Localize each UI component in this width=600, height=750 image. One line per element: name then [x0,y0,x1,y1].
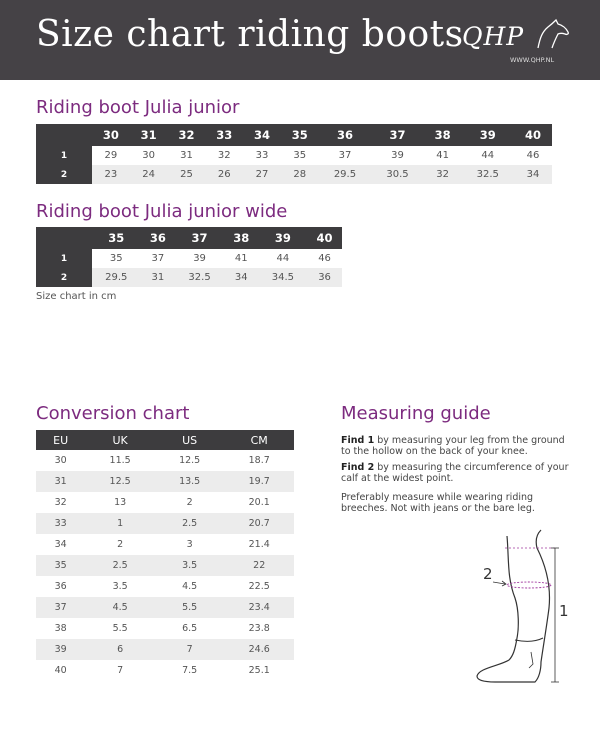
corner-cell [36,124,92,146]
table-cell: 40 [54,665,67,676]
logo-text: QHP [462,22,525,51]
table-cell: 44 [276,253,290,264]
table-cell: 36 [307,268,342,287]
guide-advice: Preferably measure while wearing riding breeches. Not with jeans or the bare leg. [341,492,535,514]
table-cell: 39 [36,639,85,660]
column-header-size: 31 [130,124,168,146]
table-row [36,471,294,492]
header-banner [0,0,600,80]
column-header-size: 40 [307,227,342,249]
corner-cell [36,227,92,249]
table-cell: 29.5 [92,268,140,287]
size-note: Size chart in cm [36,291,117,302]
table-row [36,146,552,165]
table-cell: 27 [243,165,281,184]
size-table-julia-junior [36,124,552,184]
table-row [36,268,342,287]
table-cell: 20.7 [224,513,294,534]
column-header-size: 35 [281,124,319,146]
table-row [36,513,294,534]
table-cell: 21.4 [248,539,270,550]
table-cell: 2 [186,497,193,508]
row-label: 2 [36,268,92,287]
table-cell: 35 [109,253,123,264]
table-cell: 32 [54,497,67,508]
table-cell: 20.1 [248,497,270,508]
column-header-size: 39 [259,227,307,249]
table-cell: 29.5 [319,165,372,184]
page-title: Size chart riding boots [36,14,464,55]
table-row [36,249,342,268]
table-cell: 39 [391,150,404,161]
table1-title: Riding boot Julia junior [36,97,240,118]
column-header-size: 37 [175,227,223,249]
column-header-size: 37 [371,124,424,146]
table-cell: 24.6 [224,639,294,660]
table-row [36,534,294,555]
table-cell: 33 [255,150,269,161]
table-cell: 22.5 [248,581,270,592]
marker-2: 2 [483,565,493,583]
column-header-size: 36 [140,227,175,249]
table-row [36,660,294,681]
leg-measuring-illustration [475,528,585,688]
table-cell: 32.5 [462,165,515,184]
table-cell: 25.1 [248,665,270,676]
table-cell: 30 [54,455,67,466]
column-header-size: 38 [424,124,462,146]
table-cell: 46 [318,253,331,264]
table-cell: 11.5 [109,455,131,466]
table-header-row [36,124,552,146]
table-cell: 30 [142,150,156,161]
qhp-logo [462,22,572,72]
table-cell: 31 [180,150,193,161]
column-header-size: 38 [224,227,259,249]
table-cell: 37 [151,253,165,264]
guide-title: Measuring guide [341,403,491,424]
column-header-size: 39 [462,124,515,146]
table-cell: 31 [140,268,175,287]
table-cell: 34 [514,165,552,184]
table-cell: 39 [193,253,206,264]
table-cell: 34 [224,268,259,287]
column-header-size: 32 [168,124,206,146]
table-cell: 2 [117,539,124,550]
table-cell: 38 [54,623,67,634]
table-cell: 23 [92,165,130,184]
table-row [36,597,294,618]
column-header-size: 40 [514,124,552,146]
find1-label: Find 1 [341,435,375,446]
table-row [36,618,294,639]
row-label: 1 [36,146,92,165]
table-cell: 3 [186,539,193,550]
table-cell: 19.7 [224,471,294,492]
table-cell: 7.5 [182,665,198,676]
table-cell: 13.5 [155,471,225,492]
table-cell: 5.5 [155,597,225,618]
table-header-row [36,227,342,249]
column-header-uk: UK [85,430,155,450]
column-header-eu: EU [36,430,85,450]
guide-find2 [341,462,571,484]
table-row [36,450,294,471]
column-header-size: 35 [92,227,140,249]
table-cell: 29 [104,150,118,161]
table-cell: 6.5 [182,623,198,634]
find2-text: by measuring the circumference of your calf at the widest point. [341,462,569,484]
table-cell: 4.5 [85,597,155,618]
table-cell: 2.5 [155,513,225,534]
table-cell: 22 [224,555,294,576]
table-row [36,165,552,184]
table-cell: 46 [526,150,540,161]
table-cell: 34.5 [259,268,307,287]
table-cell: 25 [168,165,206,184]
guide-find1 [341,435,571,457]
table-cell: 13 [114,497,127,508]
table-cell: 7 [155,639,225,660]
table-cell: 35 [293,150,307,161]
table-cell: 12.5 [179,455,201,466]
table-cell: 41 [436,150,449,161]
column-header-us: US [155,430,225,450]
table-cell: 37 [338,150,352,161]
marker-1: 1 [559,602,569,620]
table-cell: 6 [85,639,155,660]
column-header-size: 34 [243,124,281,146]
table-cell: 32 [424,165,462,184]
table-cell: 4.5 [182,581,198,592]
logo-url: WWW.QHP.NL [510,56,555,64]
table-cell: 33 [36,513,85,534]
table-cell: 1 [85,513,155,534]
table-cell: 23.4 [224,597,294,618]
row-label: 1 [36,249,92,268]
table-cell: 28 [281,165,319,184]
table2-title: Riding boot Julia junior wide [36,201,288,222]
table-cell: 32.5 [175,268,223,287]
size-table-julia-junior-wide [36,227,342,287]
table-row [36,639,294,660]
table-cell: 26 [205,165,243,184]
table-cell: 3.5 [112,581,128,592]
table-row [36,576,294,597]
table-row [36,492,294,513]
table-cell: 24 [130,165,168,184]
column-header-size: 30 [92,124,130,146]
table-cell: 34 [54,539,67,550]
table-cell: 7 [117,665,124,676]
table-row [36,555,294,576]
table-cell: 18.7 [248,455,270,466]
table-cell: 2.5 [85,555,155,576]
conversion-table [36,430,294,681]
table-header-row [36,430,294,450]
column-header-size: 36 [319,124,372,146]
column-header-cm: CM [224,430,294,450]
table-cell: 32 [217,150,231,161]
table-cell: 3.5 [155,555,225,576]
table-cell: 12.5 [85,471,155,492]
column-header-size: 33 [205,124,243,146]
table-cell: 35 [36,555,85,576]
table-cell: 23.8 [248,623,270,634]
table-cell: 5.5 [112,623,128,634]
table-cell: 37 [36,597,85,618]
table-cell: 30.5 [371,165,424,184]
conversion-title: Conversion chart [36,403,190,424]
table-cell: 44 [481,150,495,161]
find1-text: by measuring your leg from the ground to the hollow on the back of your knee. [341,435,565,457]
table-cell: 36 [54,581,67,592]
table-cell: 31 [36,471,85,492]
row-label: 2 [36,165,92,184]
horse-head-icon [532,18,572,50]
table-cell: 41 [234,253,248,264]
find2-label: Find 2 [341,462,375,473]
